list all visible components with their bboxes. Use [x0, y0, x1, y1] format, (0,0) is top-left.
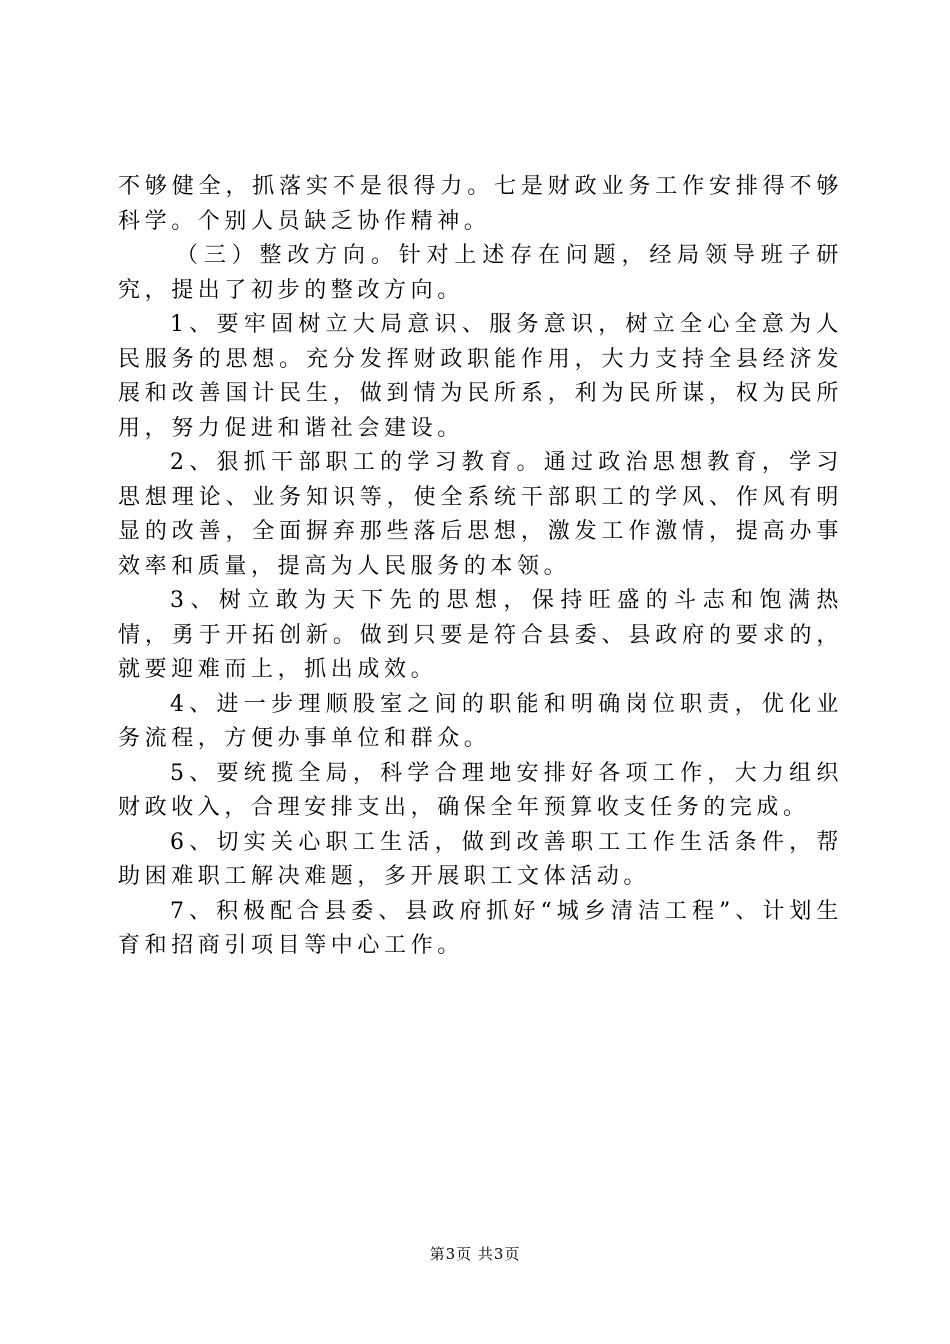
- paragraph-continuation: 不够健全，抓落实不是很得力。七是财政业务工作安排得不够科学。个别人员缺乏协作精神。: [118, 174, 843, 234]
- paragraph-item-4: 4、进一步理顺股室之间的职能和明确岗位职责，优化业务流程，方便办事单位和群众。: [118, 691, 843, 751]
- paragraph-item-6: 6、切实关心职工生活，做到改善职工工作生活条件，帮助困难职工解决难题，多开展职工文体活动。: [118, 829, 843, 889]
- page-number-footer: 第3页 共3页: [429, 1245, 521, 1263]
- paragraph-item-5: 5、要统揽全局，科学合理地安排好各项工作，大力组织财政收入，合理安排支出，确保全年预算收支任务的完成。: [118, 760, 843, 820]
- paragraph-item-2: 2、狠抓干部职工的学习教育。通过政治思想教育，学习思想理论、业务知识等，使全系统干部职工的学风、作风有明显的改善，全面摒弃那些落后思想，激发工作激情，提高办事效率和质量，提高为人民服务的本领。: [118, 450, 843, 579]
- paragraph-item-3: 3、树立敢为天下先的思想，保持旺盛的斗志和饱满热情，勇于开拓创新。做到只要是符合县委、县政府的要求的，就要迎难而上，抓出成效。: [118, 588, 843, 682]
- paragraph-item-7: 7、积极配合县委、县政府抓好“城乡清洁工程”、计划生育和招商引项目等中心工作。: [118, 898, 843, 958]
- paragraph-section-heading: （三）整改方向。针对上述存在问题，经局领导班子研究，提出了初步的整改方向。: [118, 243, 843, 303]
- paragraph-item-1: 1、要牢固树立大局意识、服务意识，树立全心全意为人民服务的思想。充分发挥财政职能作用，大力支持全县经济发展和改善国计民生，做到情为民所系，利为民所谋，权为民所用，努力促进和谐社会建设。: [118, 312, 843, 441]
- document-body: [118, 170, 843, 964]
